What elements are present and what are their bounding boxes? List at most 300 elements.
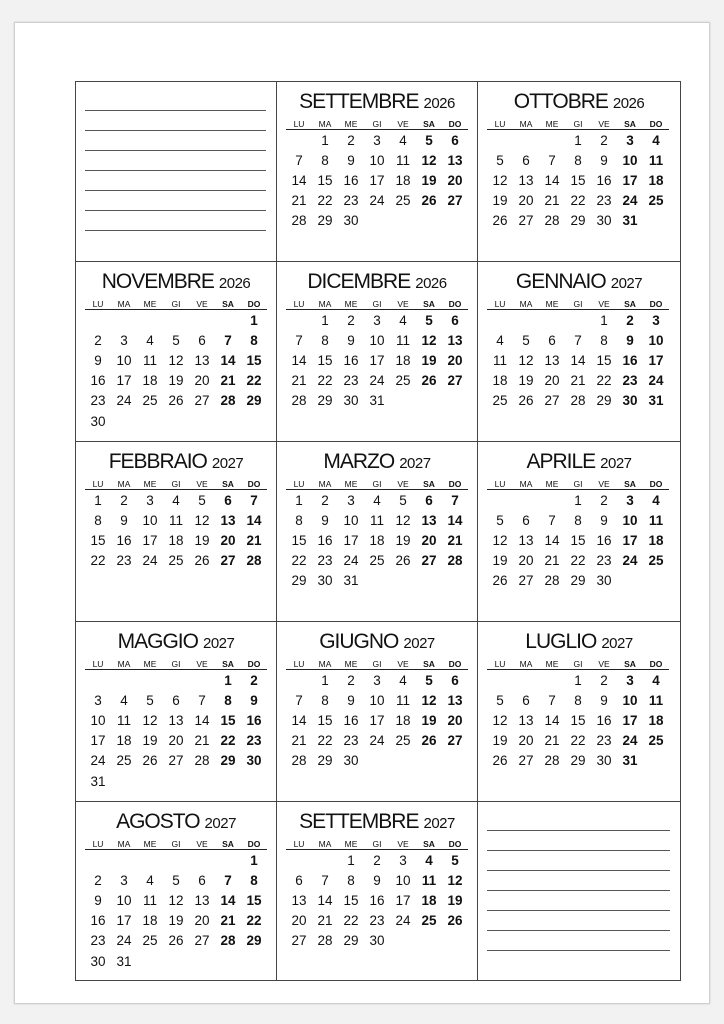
empty-day [617, 571, 643, 591]
weekday-header: DO [241, 478, 267, 490]
empty-day [390, 391, 416, 411]
month-calendar [478, 82, 680, 262]
day-number: 3 [146, 492, 154, 508]
note-line [85, 170, 266, 171]
day-number: 4 [399, 672, 407, 688]
empty-day [442, 391, 468, 411]
weekday-header: ME [137, 478, 163, 490]
weekday-header: VE [591, 298, 617, 310]
day-number: 27 [518, 573, 534, 589]
day-number: 9 [347, 692, 355, 708]
weekday-header: LU [487, 478, 513, 490]
month-name: LUGLIO [525, 630, 597, 653]
day-number: 5 [451, 852, 459, 868]
day-number: 1 [574, 672, 582, 688]
day-number: 19 [421, 712, 437, 728]
day-number: 11 [395, 332, 410, 348]
day-number: 19 [421, 172, 437, 188]
month-title [478, 90, 680, 114]
day-number: 27 [518, 213, 534, 229]
empty-day [215, 951, 241, 971]
day-number: 26 [168, 393, 184, 409]
day-number: 16 [622, 352, 638, 368]
day-number: 6 [451, 312, 459, 328]
empty-day [364, 571, 390, 591]
day-number: 26 [518, 393, 534, 409]
week-row [487, 211, 669, 231]
week-row [286, 670, 468, 691]
day-number: 29 [570, 573, 586, 589]
day-number: 30 [622, 393, 638, 409]
empty-day [416, 931, 442, 951]
week-row [85, 350, 267, 370]
month-year: 2027 [211, 455, 244, 472]
day-number: 7 [548, 692, 556, 708]
month-title [76, 630, 276, 654]
day-number: 6 [522, 692, 530, 708]
calendar-page [14, 22, 710, 1004]
day-number: 22 [570, 733, 586, 749]
day-number: 6 [548, 332, 556, 348]
day-number: 13 [518, 172, 534, 188]
day-number: 5 [146, 692, 154, 708]
empty-day [442, 571, 468, 591]
month-day-table [487, 118, 669, 231]
day-number: 23 [90, 933, 106, 949]
week-row [286, 690, 468, 710]
day-number: 6 [425, 492, 433, 508]
day-number: 31 [622, 753, 638, 769]
day-number: 30 [596, 213, 612, 229]
empty-day [513, 670, 539, 691]
day-number: 24 [622, 553, 638, 569]
day-number: 30 [246, 753, 262, 769]
day-number: 29 [596, 393, 612, 409]
weekday-header: VE [390, 658, 416, 670]
weekday-header: SA [215, 658, 241, 670]
empty-day [539, 490, 565, 511]
week-row [286, 731, 468, 751]
month-year: 2026 [423, 95, 455, 112]
day-number: 5 [496, 692, 504, 708]
weekday-header: GI [163, 658, 189, 670]
day-number: 27 [194, 393, 210, 409]
day-number: 7 [198, 692, 206, 708]
week-row [85, 911, 267, 931]
month-name: APRILE [526, 450, 596, 473]
empty-day [487, 670, 513, 691]
day-number: 6 [172, 692, 180, 708]
weekday-header: DO [643, 478, 669, 490]
weekday-header: SA [416, 298, 442, 310]
day-number: 4 [146, 872, 154, 888]
day-number: 28 [317, 933, 333, 949]
note-line [487, 870, 670, 871]
empty-day [643, 751, 669, 771]
note-line [85, 150, 266, 151]
weekday-header: MA [111, 838, 137, 850]
day-number: 21 [570, 373, 586, 389]
day-number: 12 [492, 712, 508, 728]
day-number: 12 [168, 892, 184, 908]
day-number: 26 [492, 573, 508, 589]
day-number: 4 [399, 132, 407, 148]
week-row [286, 530, 468, 550]
week-row [85, 870, 267, 890]
day-number: 22 [343, 913, 359, 929]
empty-day [487, 130, 513, 151]
day-number: 18 [369, 532, 385, 548]
empty-day [189, 850, 215, 871]
week-row [286, 870, 468, 890]
empty-day [442, 751, 468, 771]
month-name: NOVEMBRE [101, 270, 214, 293]
day-number: 18 [142, 913, 158, 929]
day-number: 7 [574, 332, 582, 348]
weekday-header: VE [390, 478, 416, 490]
day-number: 29 [246, 393, 262, 409]
day-number: 13 [447, 692, 463, 708]
day-number: 22 [317, 733, 333, 749]
day-number: 7 [451, 492, 459, 508]
day-number: 10 [116, 892, 132, 908]
weekday-header: GI [565, 298, 591, 310]
day-number: 12 [168, 352, 184, 368]
month-calendar [277, 262, 478, 442]
day-number: 18 [116, 733, 132, 749]
empty-day [111, 850, 137, 871]
weekday-header: SA [215, 478, 241, 490]
empty-day [163, 951, 189, 971]
day-number: 27 [447, 193, 463, 209]
month-name: SETTEMBRE [299, 810, 419, 833]
day-number: 29 [246, 933, 262, 949]
day-number: 8 [250, 872, 258, 888]
month-year: 2026 [218, 275, 251, 292]
day-number: 29 [317, 213, 333, 229]
week-row [286, 850, 468, 871]
day-number: 29 [570, 753, 586, 769]
week-row [85, 490, 267, 511]
day-number: 27 [291, 933, 307, 949]
weekday-header: LU [85, 658, 111, 670]
day-number: 15 [570, 532, 586, 548]
notes-lines [487, 830, 670, 970]
weekday-header: ME [338, 658, 364, 670]
day-number: 25 [492, 393, 508, 409]
day-number: 19 [492, 193, 508, 209]
weekday-header: MA [111, 478, 137, 490]
day-number: 15 [317, 172, 333, 188]
day-number: 21 [194, 733, 210, 749]
day-number: 22 [570, 193, 586, 209]
month-year: 2027 [202, 635, 235, 652]
day-number: 31 [90, 773, 106, 789]
day-number: 9 [626, 332, 634, 348]
day-number: 17 [395, 892, 411, 908]
empty-day [364, 751, 390, 771]
weekday-header: GI [364, 118, 390, 130]
day-number: 27 [544, 393, 560, 409]
week-row [286, 130, 468, 151]
day-number: 25 [142, 393, 158, 409]
day-number: 18 [648, 532, 664, 548]
week-row [286, 490, 468, 511]
day-number: 30 [343, 213, 359, 229]
weekday-header: SA [416, 478, 442, 490]
week-row [85, 530, 267, 550]
day-number: 9 [600, 512, 608, 528]
day-number: 12 [142, 712, 158, 728]
day-number: 11 [648, 152, 664, 168]
day-number: 2 [600, 492, 608, 508]
day-number: 13 [220, 512, 236, 528]
month-title [76, 810, 276, 834]
day-number: 29 [317, 393, 333, 409]
day-number: 29 [317, 753, 333, 769]
day-number: 8 [574, 512, 582, 528]
note-line [85, 130, 266, 131]
empty-day [312, 850, 338, 871]
day-number: 21 [447, 532, 463, 548]
empty-day [163, 310, 189, 331]
month-year: 2027 [601, 635, 633, 652]
day-number: 14 [447, 512, 463, 528]
weekday-header: ME [338, 838, 364, 850]
weekday-header: DO [442, 658, 468, 670]
day-number: 15 [317, 352, 333, 368]
month-title [277, 270, 477, 294]
day-number: 26 [395, 553, 411, 569]
month-name: DICEMBRE [307, 270, 411, 293]
day-number: 2 [347, 312, 355, 328]
day-number: 4 [373, 492, 381, 508]
week-row [487, 130, 669, 151]
day-number: 17 [622, 532, 638, 548]
day-number: 2 [321, 492, 329, 508]
empty-day [241, 771, 267, 791]
day-number: 1 [347, 852, 355, 868]
day-number: 2 [600, 672, 608, 688]
day-number: 21 [291, 373, 307, 389]
day-number: 12 [447, 872, 463, 888]
day-number: 14 [570, 352, 586, 368]
day-number: 3 [347, 492, 355, 508]
day-number: 12 [492, 172, 508, 188]
day-number: 19 [395, 532, 411, 548]
day-number: 22 [317, 373, 333, 389]
day-number: 15 [596, 352, 612, 368]
empty-day [163, 850, 189, 871]
weekday-header: MA [312, 478, 338, 490]
day-number: 10 [116, 352, 132, 368]
day-number: 21 [544, 553, 560, 569]
week-row [487, 330, 669, 350]
day-number: 18 [395, 712, 411, 728]
weekday-header: LU [286, 298, 312, 310]
day-number: 18 [648, 712, 664, 728]
note-line [85, 110, 266, 111]
day-number: 28 [246, 553, 262, 569]
day-number: 3 [373, 132, 381, 148]
day-number: 10 [622, 692, 638, 708]
week-row [487, 310, 669, 331]
day-number: 25 [395, 193, 411, 209]
day-number: 9 [373, 872, 381, 888]
weekday-header: DO [442, 478, 468, 490]
month-day-table [487, 298, 669, 411]
weekday-header: ME [539, 478, 565, 490]
weekday-header: DO [442, 298, 468, 310]
day-number: 1 [321, 312, 329, 328]
month-day-table [85, 658, 267, 791]
day-number: 3 [399, 852, 407, 868]
day-number: 27 [220, 553, 236, 569]
empty-day [163, 771, 189, 791]
week-row [286, 310, 468, 331]
empty-day [286, 130, 312, 151]
day-number: 6 [522, 152, 530, 168]
day-number: 17 [142, 532, 158, 548]
day-number: 8 [574, 152, 582, 168]
weekday-header: ME [338, 298, 364, 310]
day-number: 12 [518, 352, 534, 368]
weekday-header: LU [85, 478, 111, 490]
day-number: 8 [321, 692, 329, 708]
week-row [85, 371, 267, 391]
week-row [286, 911, 468, 931]
day-number: 16 [90, 373, 106, 389]
empty-day [163, 670, 189, 691]
month-year: 2026 [612, 95, 645, 112]
empty-day [85, 670, 111, 691]
day-number: 4 [120, 692, 128, 708]
weekday-header: MA [312, 118, 338, 130]
month-year: 2027 [423, 815, 455, 832]
day-number: 24 [369, 193, 385, 209]
weekday-header: GI [364, 658, 390, 670]
day-number: 9 [120, 512, 128, 528]
week-row [85, 850, 267, 871]
day-number: 14 [544, 172, 560, 188]
weekday-header: GI [364, 478, 390, 490]
month-title [478, 450, 680, 474]
weekday-header: ME [539, 658, 565, 670]
weekday-header: MA [513, 298, 539, 310]
empty-day [215, 850, 241, 871]
day-number: 24 [395, 913, 411, 929]
weekday-header: ME [137, 658, 163, 670]
day-number: 5 [425, 132, 433, 148]
day-number: 30 [369, 933, 385, 949]
day-number: 13 [421, 512, 437, 528]
day-number: 4 [652, 132, 660, 148]
day-number: 18 [421, 892, 437, 908]
day-number: 20 [447, 352, 463, 368]
day-number: 2 [250, 672, 258, 688]
week-row [487, 350, 669, 370]
month-title [76, 270, 276, 294]
day-number: 11 [395, 152, 410, 168]
day-number: 15 [220, 712, 236, 728]
day-number: 6 [198, 872, 206, 888]
day-number: 7 [295, 152, 303, 168]
day-number: 10 [142, 512, 158, 528]
day-number: 6 [295, 872, 303, 888]
day-number: 11 [369, 512, 384, 528]
weekday-header: SA [617, 658, 643, 670]
day-number: 1 [250, 852, 258, 868]
weekday-header: ME [338, 478, 364, 490]
day-number: 28 [194, 753, 210, 769]
weekday-header: DO [442, 118, 468, 130]
day-number: 2 [120, 492, 128, 508]
empty-day [416, 751, 442, 771]
day-number: 21 [317, 913, 333, 929]
month-calendar [76, 802, 277, 980]
day-number: 6 [522, 512, 530, 528]
day-number: 14 [291, 172, 307, 188]
day-number: 8 [321, 152, 329, 168]
day-number: 28 [220, 393, 236, 409]
day-number: 16 [343, 172, 359, 188]
day-number: 22 [246, 373, 262, 389]
empty-day [241, 411, 267, 431]
day-number: 4 [399, 312, 407, 328]
month-name: GIUGNO [319, 630, 399, 653]
day-number: 3 [120, 872, 128, 888]
day-number: 3 [94, 692, 102, 708]
day-number: 13 [518, 532, 534, 548]
day-number: 23 [596, 193, 612, 209]
note-line [487, 850, 670, 851]
month-year: 2027 [399, 455, 431, 472]
day-number: 8 [250, 332, 258, 348]
day-number: 27 [168, 753, 184, 769]
weekday-header: VE [591, 658, 617, 670]
day-number: 28 [544, 753, 560, 769]
day-number: 10 [622, 512, 638, 528]
week-row [487, 731, 669, 751]
day-number: 15 [246, 892, 262, 908]
day-number: 1 [224, 672, 232, 688]
empty-day [215, 310, 241, 331]
month-title [277, 630, 477, 654]
day-number: 4 [496, 332, 504, 348]
day-number: 12 [421, 692, 437, 708]
day-number: 7 [321, 872, 329, 888]
day-number: 26 [421, 733, 437, 749]
day-number: 9 [600, 152, 608, 168]
note-line [487, 910, 670, 911]
day-number: 26 [168, 933, 184, 949]
day-number: 21 [544, 193, 560, 209]
empty-day [111, 670, 137, 691]
weekday-header: LU [487, 658, 513, 670]
weekday-header: SA [215, 838, 241, 850]
day-number: 5 [172, 872, 180, 888]
empty-day [416, 211, 442, 231]
empty-day [416, 571, 442, 591]
week-row [286, 330, 468, 350]
empty-day [416, 391, 442, 411]
empty-day [286, 670, 312, 691]
day-number: 4 [652, 492, 660, 508]
weekday-header: SA [215, 298, 241, 310]
day-number: 1 [295, 492, 303, 508]
day-number: 31 [622, 213, 638, 229]
weekday-header: VE [189, 838, 215, 850]
